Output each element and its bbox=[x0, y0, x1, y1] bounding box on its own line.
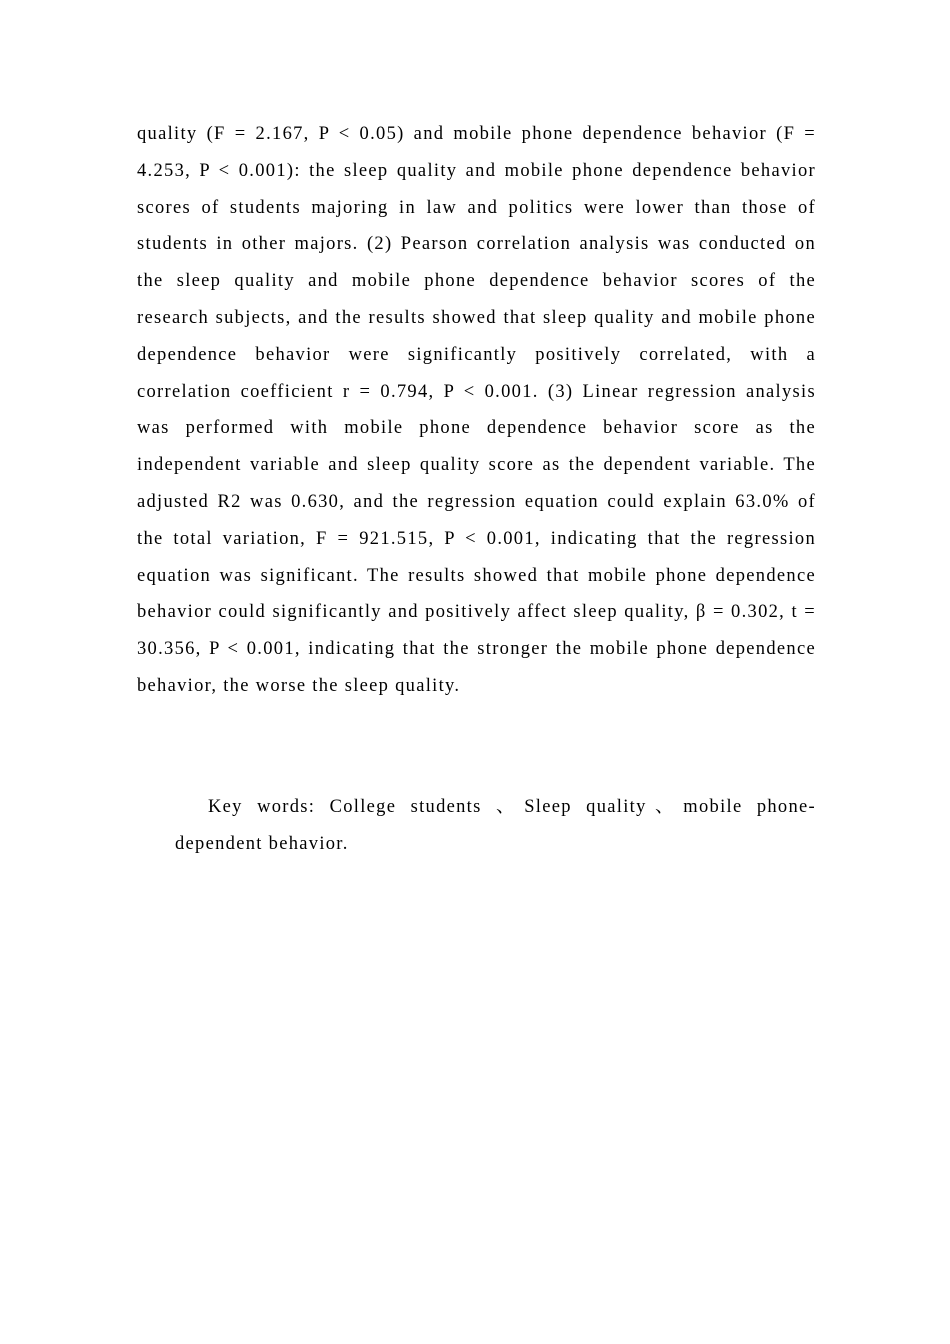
keywords-list: College students 、Sleep quality、mobile phone-dependent behavior. bbox=[175, 797, 816, 854]
abstract-paragraph: quality (F = 2.167, P < 0.05) and mobile phone dependence behavior (F = 4.253, P < 0.001): the sleep quality and mobile phone dependence behavior scores of students majoring in law and politics were lower than those of students in other majors. (2) Pearson correlation analysis was conducted on the sleep quality and mobile phone dependence behavior scores of the research subjects, and the results showed that sleep quality and mobile phone dependence behavior were significantly positively correlated, with a correlation coefficient r = 0.794, P < 0.001. (3) Linear regression analysis was performed with mobile phone dependence behavior score as the independent variable and sleep quality score as the dependent variable. The adjusted R2 was 0.630, and the regression equation could explain 63.0% of the total variation, F = 921.515, P < 0.001, indicating that the regression equation was significant. The results showed that mobile phone dependence behavior could significantly and positively affect sleep quality, β = 0.302, t = 30.356, P < 0.001, indicating that the stronger the mobile phone dependence behavior, the worse the sleep quality. bbox=[137, 124, 816, 696]
keywords-paragraph bbox=[175, 789, 816, 862]
keywords-label: Key words: bbox=[208, 797, 316, 817]
